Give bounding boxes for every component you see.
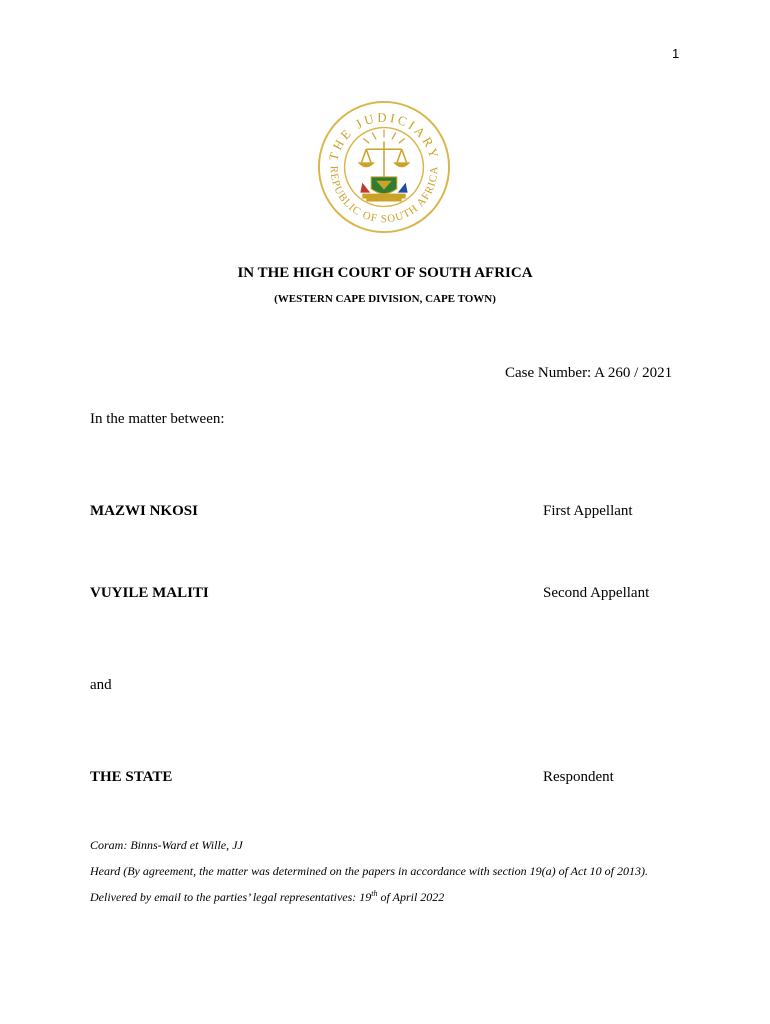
- svg-text:REPUBLIC OF SOUTH AFRICA: REPUBLIC OF SOUTH AFRICA: [327, 165, 441, 226]
- coram-line: Coram: Binns-Ward et Wille, JJ: [90, 838, 243, 852]
- delivered-ordinal: th: [371, 889, 378, 898]
- case-number: Case Number: A 260 / 2021: [505, 365, 673, 381]
- judiciary-crest-logo: [315, 98, 453, 236]
- court-division: (WESTERN CAPE DIVISION, CAPE TOWN): [274, 293, 496, 305]
- court-title: IN THE HIGH COURT OF SOUTH AFRICA: [237, 265, 533, 281]
- delivered-line: [90, 890, 444, 905]
- and-connector: and: [90, 677, 112, 693]
- svg-text:THE JUDICIARY: THE JUDICIARY: [326, 110, 442, 163]
- heard-line: Heard (By agreement, the matter was determined on the papers in accordance with section 19(a) of Act 10 of 2013).: [90, 864, 648, 878]
- matter-intro: In the matter between:: [90, 411, 225, 427]
- first-appellant-role: First Appellant: [543, 503, 633, 519]
- delivered-suffix: of April 2022: [377, 890, 445, 904]
- second-appellant-name: VUYILE MALITI: [90, 585, 209, 601]
- respondent-name: THE STATE: [90, 769, 173, 785]
- page-number: 1: [672, 46, 680, 61]
- respondent-role: Respondent: [543, 769, 614, 785]
- second-appellant-role: Second Appellant: [543, 585, 650, 601]
- first-appellant-name: MAZWI NKOSI: [90, 503, 198, 519]
- delivered-prefix: Delivered by email to the parties’ legal representatives: 19: [90, 890, 372, 904]
